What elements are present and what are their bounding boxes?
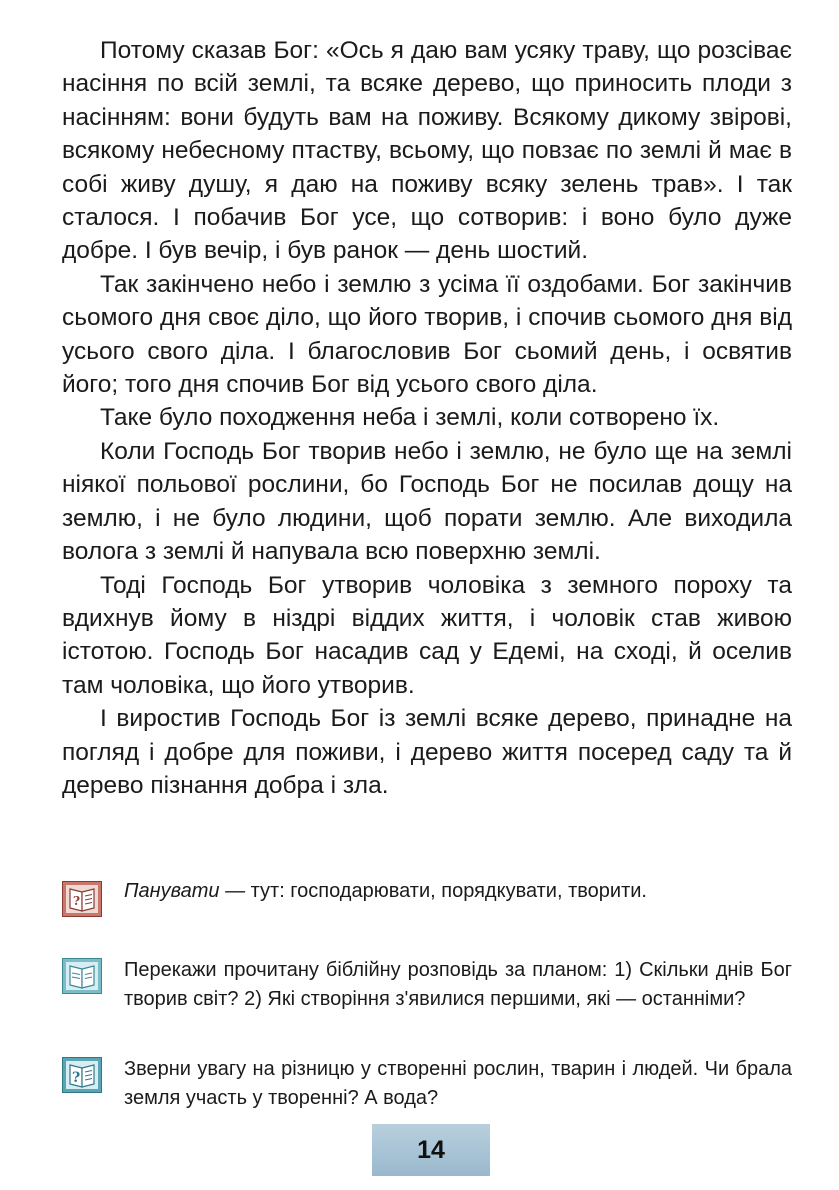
main-text	[62, 34, 792, 802]
svg-text:?: ?	[73, 894, 81, 908]
task-text: Зверни увагу на різницю у створенні рослин, тварин і людей. Чи брала земля участь у творенні? А вода?	[124, 1058, 792, 1109]
page-number-badge	[372, 1124, 490, 1176]
task-text: Перекажи прочитану біблійну розповідь за планом: 1) Скільки днів Бог творив світ? 2) Які створіння з'явилися першими, які — останніми?	[124, 959, 792, 1010]
page-number: 14	[417, 1136, 445, 1164]
paragraph: Так закінчено небо і землю з усіма її оздобами. Бог закінчив сьомого дня своє діло, що його творив, і спочив сьомого дня від усього свого діла. І благословив Бог сьомий день, і освятив його; того дня спочив Бог від усього свого діла.	[62, 270, 792, 399]
dictionary-icon	[62, 881, 102, 917]
svg-text:?: ?	[72, 1070, 81, 1086]
paragraph: Коли Господь Бог творив небо і землю, не було ще на землі ніякої польової рослини, бо Господь Бог не посилав дощу на землю, і не було людини, щоб порати землю. Але виходила волога з землі й напувала всю поверхню землі.	[62, 437, 792, 566]
book-retell-icon	[62, 958, 102, 994]
paragraph: Таке було походження неба і землі, коли сотворено їх.	[100, 404, 720, 432]
glossary-definition: — тут: господарювати, порядкувати, творити.	[219, 880, 647, 902]
glossary-term: Панувати	[124, 880, 220, 902]
question-icon	[62, 1057, 102, 1093]
paragraph: Потому сказав Бог: «Ось я даю вам усяку траву, що розсіває насіння по всій землі, та всяке дерево, що приносить плоди з насінням: вони будуть вам на поживу. Всякому дикому звірові, всякому небесному птаству, всьому, що повзає по землі й має в собі живу душу, я даю на поживу всяку зелень трав». І так сталося. І побачив Бог усе, що сотворив: і воно було дуже добре. І був вечір, і був ранок — день шостий.	[62, 37, 792, 265]
glossary-text	[124, 877, 792, 906]
paragraph: І виростив Господь Бог із землі всяке дерево, принадне на погляд і добре для поживи, і дерево життя посеред саду та й дерево пізнання добра і зла.	[62, 705, 792, 799]
paragraph: Тоді Господь Бог утворив чоловіка з земного пороху та вдихнув йому в ніздрі віддих життя, і чоловік став живою істотою. Господь Бог насадив сад у Едемі, на сході, й оселив там чоловіка, що його утворив.	[62, 571, 792, 699]
